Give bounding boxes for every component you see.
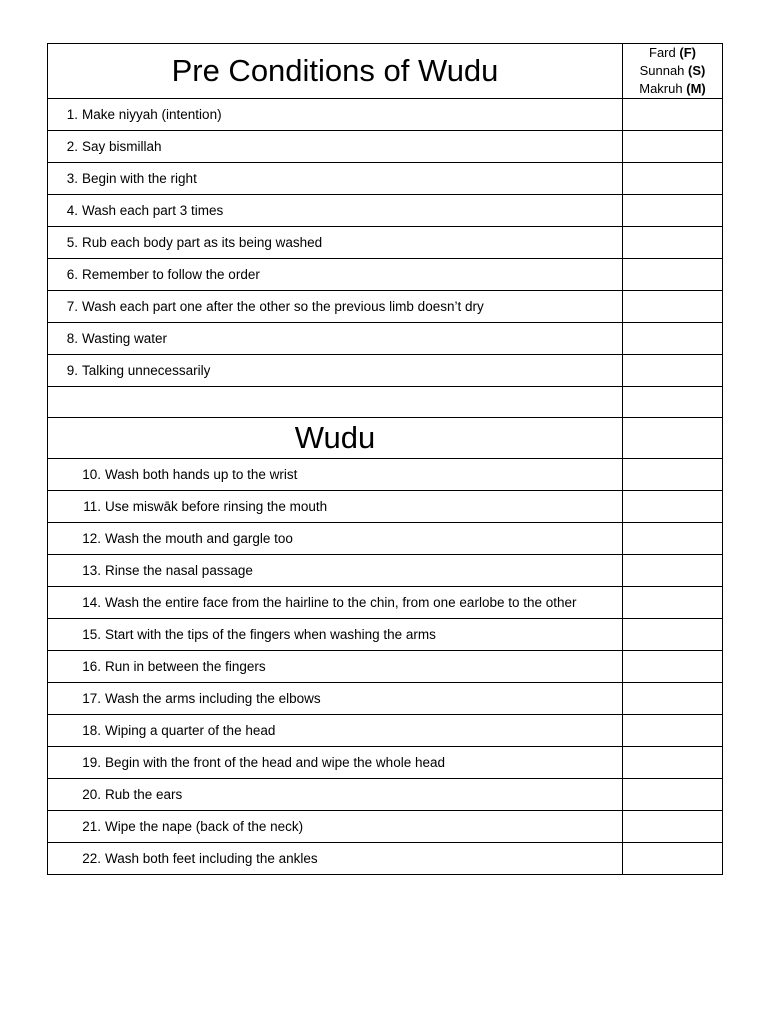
section-title-row — [48, 418, 723, 459]
item-text-cell — [48, 291, 623, 323]
item-number: 19. — [82, 755, 101, 770]
answer-cell[interactable] — [623, 259, 723, 291]
answer-cell[interactable] — [623, 355, 723, 387]
item-text: Begin with the front of the head and wipe the whole head — [105, 755, 445, 770]
list-item — [48, 843, 723, 875]
list-item — [48, 323, 723, 355]
item-text-cell — [48, 355, 623, 387]
item-text: Wash both hands up to the wrist — [105, 467, 298, 482]
item-text: Say bismillah — [82, 139, 162, 154]
answer-cell[interactable] — [623, 131, 723, 163]
answer-cell[interactable] — [623, 523, 723, 555]
answer-cell[interactable] — [623, 459, 723, 491]
item-text: Wipe the nape (back of the neck) — [105, 819, 304, 834]
item-number: 13. — [82, 563, 101, 578]
item-text: Wash each part 3 times — [82, 203, 224, 218]
answer-cell[interactable] — [623, 715, 723, 747]
item-number: 3. — [66, 171, 78, 186]
item-text: Wash the arms including the elbows — [105, 691, 321, 706]
item-number: 9. — [66, 363, 78, 378]
item-number: 1. — [66, 107, 78, 122]
wudu-worksheet-table — [47, 43, 723, 875]
answer-cell[interactable] — [623, 99, 723, 131]
header-row — [48, 44, 723, 99]
answer-cell[interactable] — [623, 418, 723, 459]
item-text-cell — [48, 163, 623, 195]
item-text-cell — [48, 131, 623, 163]
item-text-cell — [48, 459, 623, 491]
item-text-cell — [48, 715, 623, 747]
list-item — [48, 715, 723, 747]
blank-row — [48, 387, 723, 418]
item-text: Wash the mouth and gargle too — [105, 531, 293, 546]
answer-cell[interactable] — [623, 491, 723, 523]
list-item — [48, 195, 723, 227]
item-text: Rub the ears — [105, 787, 183, 802]
item-number: 22. — [82, 851, 101, 866]
answer-cell[interactable] — [623, 323, 723, 355]
answer-cell[interactable] — [623, 619, 723, 651]
item-number: 6. — [66, 267, 78, 282]
item-text-cell — [48, 555, 623, 587]
list-item — [48, 355, 723, 387]
item-number: 11. — [83, 499, 101, 514]
key-fard: Fard (F) — [649, 45, 696, 60]
item-text-cell — [48, 99, 623, 131]
answer-cell[interactable] — [623, 779, 723, 811]
list-item — [48, 131, 723, 163]
item-text-cell — [48, 523, 623, 555]
list-item — [48, 99, 723, 131]
answer-cell[interactable] — [623, 163, 723, 195]
item-text-cell — [48, 227, 623, 259]
item-text: Rub each body part as its being washed — [82, 235, 323, 250]
key-makruh: Makruh (M) — [639, 81, 706, 96]
item-number: 5. — [66, 235, 78, 250]
answer-cell[interactable] — [623, 291, 723, 323]
item-text-cell — [48, 651, 623, 683]
list-item — [48, 227, 723, 259]
item-number: 20. — [82, 787, 101, 802]
section-title: Wudu — [48, 418, 623, 459]
item-text-cell — [48, 491, 623, 523]
page-title: Pre Conditions of Wudu — [48, 44, 623, 99]
item-text-cell — [48, 195, 623, 227]
list-item — [48, 259, 723, 291]
list-item — [48, 459, 723, 491]
answer-cell[interactable] — [623, 587, 723, 619]
list-item — [48, 651, 723, 683]
key-sunnah: Sunnah (S) — [639, 63, 706, 78]
list-item — [48, 491, 723, 523]
list-item — [48, 587, 723, 619]
answer-cell[interactable] — [623, 195, 723, 227]
blank-cell — [48, 387, 623, 418]
item-text-cell — [48, 259, 623, 291]
list-item — [48, 683, 723, 715]
list-item — [48, 523, 723, 555]
item-text-cell — [48, 683, 623, 715]
item-text-cell — [48, 779, 623, 811]
item-text-cell — [48, 811, 623, 843]
item-number: 7. — [66, 299, 78, 314]
item-number: 12. — [82, 531, 101, 546]
answer-cell[interactable] — [623, 651, 723, 683]
list-item — [48, 779, 723, 811]
item-text: Begin with the right — [82, 171, 197, 186]
answer-cell[interactable] — [623, 811, 723, 843]
item-text: Remember to follow the order — [82, 267, 260, 282]
list-item — [48, 619, 723, 651]
item-number: 14. — [82, 595, 101, 610]
list-item — [48, 555, 723, 587]
item-number: 15. — [82, 627, 101, 642]
item-text: Talking unnecessarily — [82, 363, 211, 378]
answer-cell[interactable] — [623, 387, 723, 418]
answer-cell[interactable] — [623, 683, 723, 715]
item-text: Wash the entire face from the hairline to the chin, from one earlobe to the other — [105, 595, 577, 610]
item-text: Wash each part one after the other so the previous limb doesn’t dry — [82, 299, 484, 314]
item-text: Rinse the nasal passage — [105, 563, 253, 578]
item-number: 10. — [82, 467, 101, 482]
item-text-cell — [48, 747, 623, 779]
item-number: 2. — [66, 139, 78, 154]
answer-cell[interactable] — [623, 747, 723, 779]
item-text: Use miswāk before rinsing the mouth — [105, 499, 328, 514]
item-text: Wash both feet including the ankles — [105, 851, 318, 866]
item-number: 17. — [82, 691, 101, 706]
answer-cell[interactable] — [623, 555, 723, 587]
answer-key-legend — [623, 44, 723, 99]
answer-cell[interactable] — [623, 227, 723, 259]
item-text: Run in between the fingers — [105, 659, 266, 674]
list-item — [48, 163, 723, 195]
item-number: 4. — [66, 203, 78, 218]
list-item — [48, 291, 723, 323]
item-number: 18. — [82, 723, 101, 738]
item-text-cell — [48, 323, 623, 355]
item-text-cell — [48, 843, 623, 875]
item-number: 8. — [66, 331, 78, 346]
item-text-cell — [48, 587, 623, 619]
item-text: Make niyyah (intention) — [82, 107, 222, 122]
answer-cell[interactable] — [623, 843, 723, 875]
item-text: Wiping a quarter of the head — [105, 723, 276, 738]
list-item — [48, 811, 723, 843]
item-text: Wasting water — [82, 331, 168, 346]
item-number: 21. — [82, 819, 101, 834]
item-text-cell — [48, 619, 623, 651]
item-text: Start with the tips of the fingers when washing the arms — [105, 627, 436, 642]
item-number: 16. — [82, 659, 101, 674]
list-item — [48, 747, 723, 779]
